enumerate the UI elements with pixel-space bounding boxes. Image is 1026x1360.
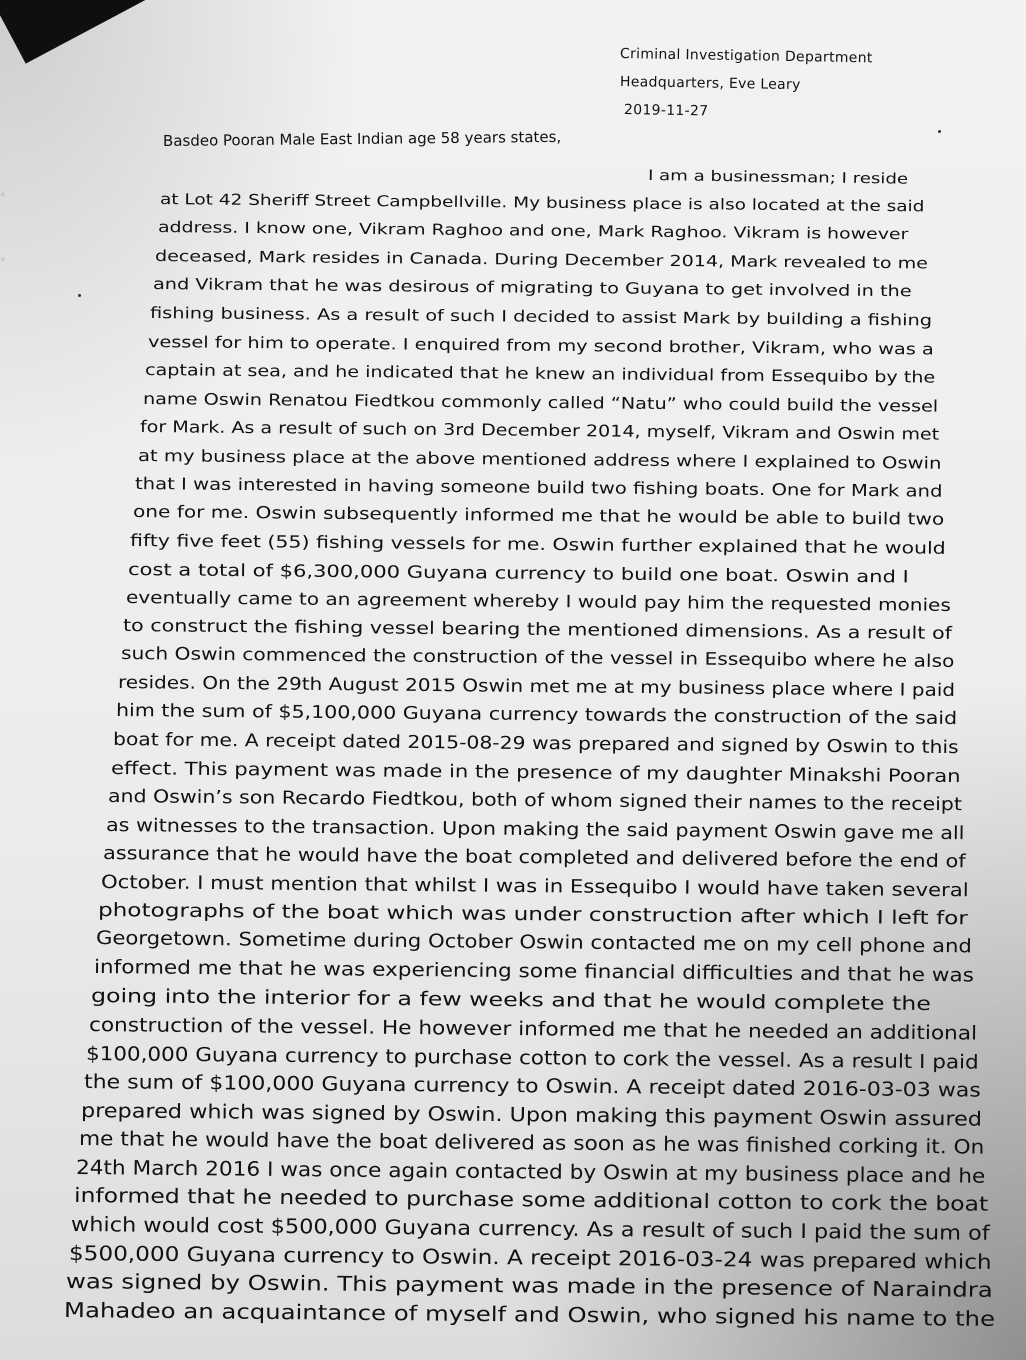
statement-line: was signed by Oswin. This payment was made in the presence of Naraindra <box>66 1269 994 1303</box>
statement-line: to construct the fishing vessel bearing the mentioned dimensions. As a result of <box>122 616 953 644</box>
margin-artifact: ◦ <box>0 190 6 201</box>
statement-line: $500,000 Guyana currency to Oswin. A receipt 2016-03-24 was prepared which <box>68 1240 992 1274</box>
statement-line: which would cost $500,000 Guyana currency. As a result of such I paid the sum of <box>71 1212 991 1246</box>
header-department: Criminal Investigation Department <box>619 46 873 67</box>
statement-line: for Mark. As a result of such on 3rd December 2014, myself, Vikram and Oswin met <box>140 417 940 444</box>
statement-line: name Oswin Renatou Fiedtkou commonly called “Natu” who could build the vessel <box>142 388 939 416</box>
page-corner-shadow <box>0 0 255 64</box>
scan-speck <box>938 130 941 133</box>
statement-line: and Oswin’s son Recardo Fiedtkou, both of whom signed their names to the receipt <box>108 786 963 816</box>
margin-artifact: ◦ <box>0 255 6 266</box>
statement-line: Mahadeo an acquaintance of myself and Oswin, who signed his name to the <box>63 1297 996 1331</box>
scan-speck <box>78 294 81 297</box>
statement-line: the sum of $100,000 Guyana currency to Oswin. A receipt dated 2016-03-03 was <box>83 1070 981 1102</box>
header-location: Headquarters, Eve Leary <box>619 74 801 94</box>
statement-line: I am a businessman; I reside <box>647 168 909 188</box>
statement-line: at my business place at the above mentioned address where I explained to Oswin <box>137 445 942 473</box>
statement-line: informed me that he was experiencing some financial difficulties and that he was <box>93 956 974 987</box>
statement-line: boat for me. A receipt dated 2015-08-29 was prepared and signed by Oswin to this <box>113 729 959 758</box>
header-date: 2019-11-27 <box>623 102 709 120</box>
statement-line: as witnesses to the transaction. Upon making the said payment Oswin gave me all <box>105 814 965 845</box>
statement-line: construction of the vessel. He however informed me that he needed an additional <box>88 1013 977 1045</box>
statement-line: vessel for him to operate. I enquired from my second brother, Vikram, who was a <box>147 332 934 359</box>
statement-line: photographs of the boat which was under construction after which I left for <box>98 900 969 930</box>
statement-line: deceased, Mark resides in Canada. During December 2014, Mark revealed to me <box>154 246 929 273</box>
statement-line: assurance that he would have the boat completed and delivered before the end of <box>103 843 967 873</box>
statement-line: prepared which was signed by Oswin. Upon making this payment Oswin assured <box>81 1098 983 1131</box>
statement-line: eventually came to an agreement whereby I would pay him the requested monies <box>125 587 951 616</box>
statement-line: at Lot 42 Sheriff Street Campbellville. My business place is also located at the said <box>159 190 925 216</box>
statement-line: me that he would have the boat delivered as soon as he was finished corking it. On <box>78 1127 985 1159</box>
statement-line: Georgetown. Sometime during October Oswin contacted me on my cell phone and <box>95 928 972 958</box>
statement-line: address. I know one, Vikram Raghoo and one, Mark Raghoo. Vikram is however <box>157 218 908 244</box>
statement-line: informed that he needed to purchase some additional cotton to cork the boat <box>73 1184 989 1216</box>
statement-line: October. I must mention that whilst I was in Essequibo I would have taken several <box>100 871 969 901</box>
statement-line: fishing business. As a result of such I decided to assist Mark by building a fishing <box>150 303 933 330</box>
statement-line: and Vikram that he was desirous of migrating to Guyana to get involved in the <box>152 275 912 301</box>
statement-line: going into the interior for a few weeks and that he would complete the <box>90 985 932 1016</box>
statement-line: 24th March 2016 I was once again contacted by Oswin at my business place and he <box>76 1155 986 1188</box>
statement-line: fifty five feet (55) fishing vessels for me. Oswin further explained that he would <box>130 530 947 558</box>
statement-line: that I was interested in having someone build two fishing boats. One for Mark and <box>135 474 943 501</box>
statement-line: such Oswin commenced the construction of the vessel in Essequibo where he also <box>120 644 955 673</box>
statement-line: resides. On the 29th August 2015 Oswin met me at my business place where I paid <box>118 672 956 701</box>
statement-line: him the sum of $5,100,000 Guyana currency towards the construction of the said <box>115 701 957 730</box>
statement-line: one for me. Oswin subsequently informed me that he would be able to build two <box>132 502 945 530</box>
statement-line: captain at sea, and he indicated that he knew an individual from Essequibo by the <box>145 360 936 387</box>
statement-line: effect. This payment was made in the presence of my daughter Minakshi Pooran <box>110 758 961 788</box>
statement-intro: Basdeo Pooran Male East Indian age 58 years states, <box>162 127 562 150</box>
statement-line: cost a total of $6,300,000 Guyana currency to build one boat. Oswin and I <box>127 559 909 587</box>
statement-line: $100,000 Guyana currency to purchase cotton to cork the vessel. As a result I paid <box>86 1042 979 1074</box>
